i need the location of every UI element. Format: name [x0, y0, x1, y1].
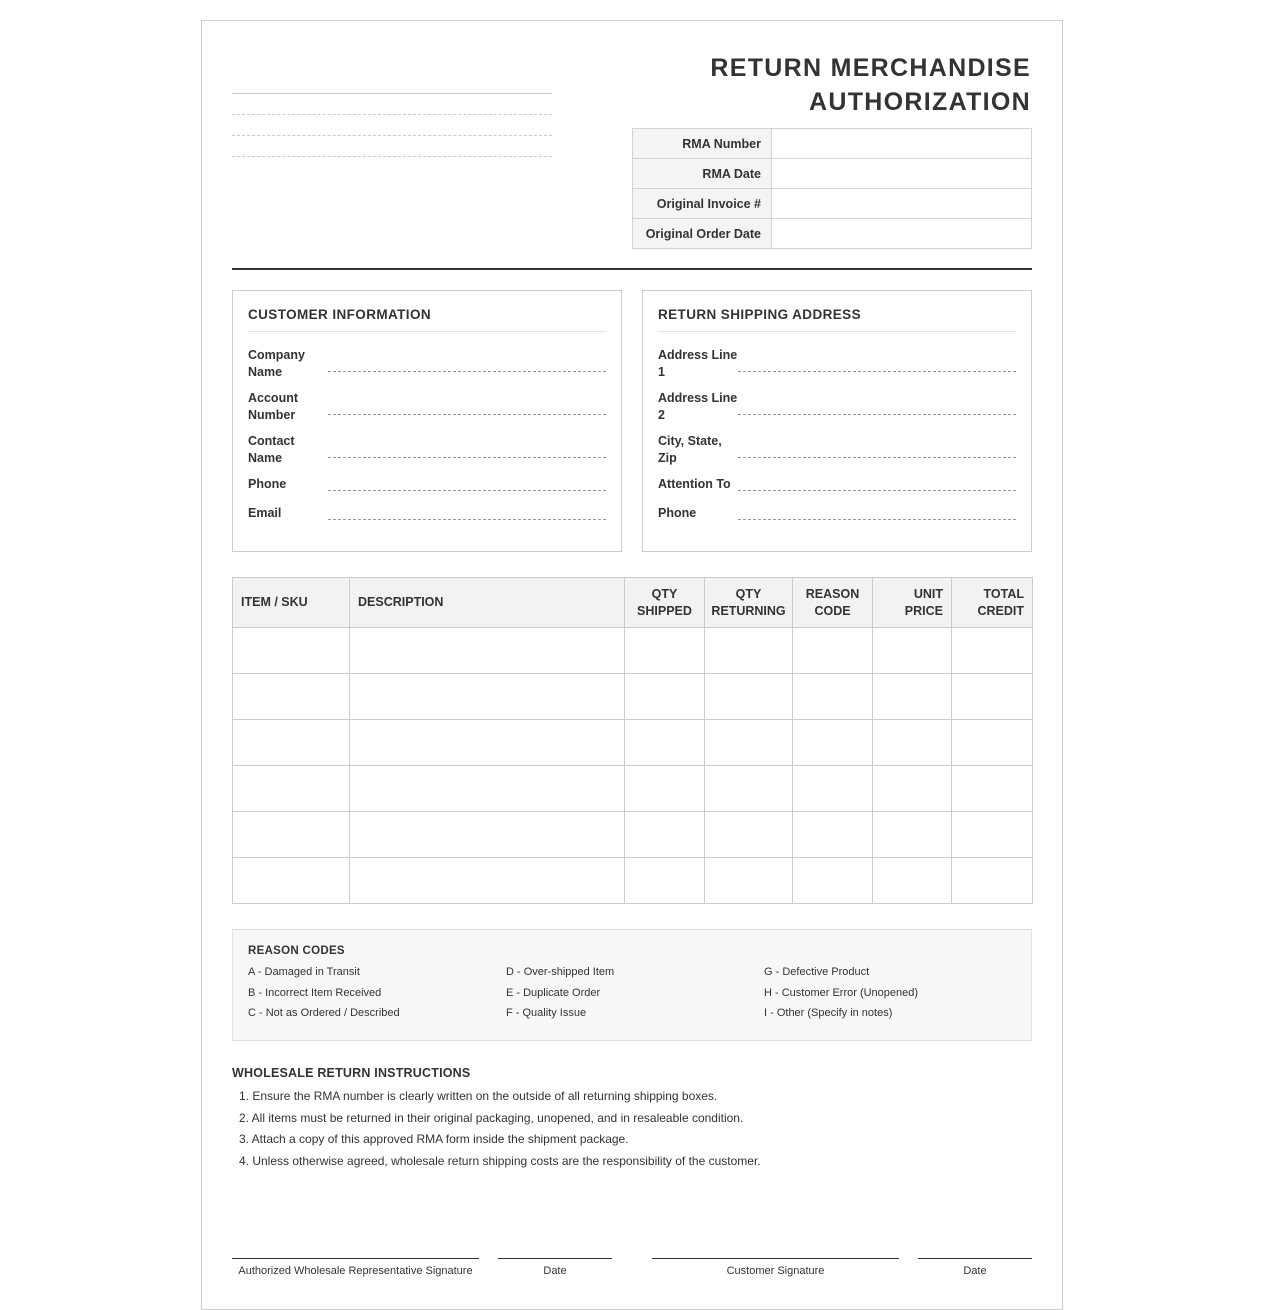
item-sku-cell[interactable]	[233, 674, 350, 720]
column-header-qty-returning: QTY RETURNING	[705, 578, 793, 628]
rma-number-field[interactable]	[772, 129, 1032, 159]
item-sku-cell[interactable]	[233, 858, 350, 904]
unit-price-cell[interactable]	[873, 628, 952, 674]
rma-date-label: RMA Date	[633, 159, 772, 189]
city-state-zip-row	[658, 433, 1016, 476]
address-line-1-label: Address Line 1	[658, 348, 738, 379]
reason-code-cell[interactable]	[793, 766, 873, 812]
unit-price-cell[interactable]	[873, 812, 952, 858]
address-line-2-field[interactable]	[738, 414, 1016, 415]
instruction-item: 1. Ensure the RMA number is clearly written on the outside of all returning shipping boxes.	[239, 1089, 718, 1103]
qty-shipped-cell[interactable]	[625, 858, 705, 904]
letterhead-line	[232, 136, 552, 157]
column-header-description: DESCRIPTION	[350, 578, 625, 628]
reason-code-cell[interactable]	[793, 858, 873, 904]
shipping-phone-label: Phone	[658, 506, 697, 520]
qty-returning-cell[interactable]	[705, 720, 793, 766]
description-cell[interactable]	[350, 628, 625, 674]
customer-phone-label: Phone	[248, 477, 287, 491]
letterhead-line	[232, 115, 552, 136]
reason-code-item: E - Duplicate Order	[506, 986, 601, 999]
table-row	[233, 720, 1033, 766]
qty-returning-cell[interactable]	[705, 812, 793, 858]
rma-meta-table	[632, 128, 1032, 249]
column-header-unit-price: UNIT PRICE	[873, 578, 952, 628]
attention-to-label: Attention To	[658, 477, 731, 491]
item-sku-cell[interactable]	[233, 812, 350, 858]
header-divider	[232, 268, 1032, 270]
column-header-total-credit: TOTAL CREDIT	[952, 578, 1033, 628]
reason-code-cell[interactable]	[793, 674, 873, 720]
description-cell[interactable]	[350, 674, 625, 720]
table-row	[233, 812, 1033, 858]
document-title	[611, 51, 1031, 119]
qty-shipped-cell[interactable]	[625, 628, 705, 674]
instruction-item: 2. All items must be returned in their original packaging, unopened, and in resaleable condition.	[239, 1110, 744, 1125]
qty-shipped-cell[interactable]	[625, 812, 705, 858]
contact-name-field[interactable]	[328, 457, 606, 458]
rma-date-field[interactable]	[772, 159, 1032, 189]
total-credit-cell[interactable]	[952, 858, 1033, 904]
title-line-1: RETURN MERCHANDISE	[710, 54, 1031, 82]
email-row	[248, 505, 606, 534]
address-line-1-field[interactable]	[738, 371, 1016, 372]
contact-name-row	[248, 433, 606, 476]
item-sku-cell[interactable]	[233, 766, 350, 812]
total-credit-cell[interactable]	[952, 766, 1033, 812]
item-sku-cell[interactable]	[233, 628, 350, 674]
instruction-item: 3. Attach a copy of this approved RMA form inside the shipment package.	[239, 1132, 629, 1147]
customer-information-title: CUSTOMER INFORMATION	[248, 291, 606, 332]
return-instructions	[232, 1066, 1032, 1176]
qty-returning-cell[interactable]	[705, 674, 793, 720]
original-order-date-label: Original Order Date	[633, 219, 772, 249]
table-row	[233, 858, 1033, 904]
unit-price-cell[interactable]	[873, 674, 952, 720]
city-state-zip-field[interactable]	[738, 457, 1016, 458]
reason-code-cell[interactable]	[793, 628, 873, 674]
unit-price-cell[interactable]	[873, 766, 952, 812]
column-header-item-sku: ITEM / SKU	[233, 578, 350, 628]
original-order-date-field[interactable]	[772, 219, 1032, 249]
account-number-row	[248, 390, 606, 433]
return-shipping-address-box	[642, 290, 1032, 552]
item-sku-cell[interactable]	[233, 720, 350, 766]
company-name-row	[248, 347, 606, 390]
total-credit-cell[interactable]	[952, 812, 1033, 858]
reason-code-item: A - Damaged in Transit	[248, 966, 360, 978]
description-cell[interactable]	[350, 812, 625, 858]
customer-date-line[interactable]: Date	[918, 1258, 1032, 1277]
instructions-list	[232, 1089, 1032, 1176]
company-name-field[interactable]	[328, 371, 606, 372]
description-cell[interactable]	[350, 720, 625, 766]
total-credit-cell[interactable]	[952, 674, 1033, 720]
column-header-qty-shipped: QTY SHIPPED	[625, 578, 705, 628]
original-invoice-label: Original Invoice #	[633, 189, 772, 219]
reason-code-item: G - Defective Product	[764, 966, 870, 978]
reason-code-item: I - Other (Specify in notes)	[764, 1007, 893, 1019]
letterhead-line	[232, 73, 552, 94]
contact-name-label: Contact Name	[248, 434, 295, 465]
items-table-header	[233, 578, 1033, 628]
email-field[interactable]	[328, 519, 606, 520]
reason-codes-box	[232, 929, 1032, 1041]
rep-signature-line[interactable]: Authorized Wholesale Representative Signature	[232, 1258, 479, 1277]
reason-codes-grid	[248, 966, 1016, 1024]
table-row	[233, 766, 1033, 812]
description-cell[interactable]	[350, 766, 625, 812]
attention-to-field[interactable]	[738, 490, 1016, 491]
customer-signature-line[interactable]: Customer Signature	[652, 1258, 899, 1277]
total-credit-cell[interactable]	[952, 720, 1033, 766]
return-items-table	[232, 577, 1033, 904]
company-name-label: Company Name	[248, 348, 305, 379]
customer-phone-row	[248, 476, 606, 505]
table-row	[233, 628, 1033, 674]
instruction-item: 4. Unless otherwise agreed, wholesale return shipping costs are the responsibility of the customer.	[239, 1154, 761, 1169]
email-label: Email	[248, 506, 282, 520]
address-line-2-row	[658, 390, 1016, 433]
return-shipping-address-title: RETURN SHIPPING ADDRESS	[658, 291, 1016, 332]
total-credit-cell[interactable]	[952, 628, 1033, 674]
company-letterhead-lines	[232, 73, 552, 157]
qty-shipped-cell[interactable]	[625, 674, 705, 720]
title-line-2: AUTHORIZATION	[809, 88, 1031, 116]
reason-code-cell[interactable]	[793, 812, 873, 858]
column-header-reason-code: REASON CODE	[793, 578, 873, 628]
customer-phone-field[interactable]	[328, 490, 606, 491]
original-invoice-field[interactable]	[772, 189, 1032, 219]
shipping-phone-field[interactable]	[738, 519, 1016, 520]
shipping-phone-row	[658, 505, 1016, 534]
unit-price-cell[interactable]	[873, 858, 952, 904]
letterhead-line	[232, 94, 552, 115]
rep-date-line[interactable]: Date	[498, 1258, 612, 1277]
address-line-2-label: Address Line 2	[658, 391, 738, 422]
reason-code-item: C - Not as Ordered / Described	[248, 1007, 400, 1019]
reason-code-item: B - Incorrect Item Received	[248, 986, 382, 999]
account-number-label: Account Number	[248, 391, 298, 422]
address-line-1-row	[658, 347, 1016, 390]
reason-code-item: F - Quality Issue	[506, 1007, 587, 1019]
table-row	[233, 674, 1033, 720]
unit-price-cell[interactable]	[873, 720, 952, 766]
customer-information-box	[232, 290, 622, 552]
rma-number-label: RMA Number	[633, 129, 772, 159]
reason-code-cell[interactable]	[793, 720, 873, 766]
reason-codes-title: REASON CODES	[248, 945, 345, 957]
attention-to-row	[658, 476, 1016, 505]
qty-returning-cell[interactable]	[705, 766, 793, 812]
description-cell[interactable]	[350, 858, 625, 904]
account-number-field[interactable]	[328, 414, 606, 415]
qty-shipped-cell[interactable]	[625, 720, 705, 766]
rma-form-page	[201, 20, 1063, 1310]
reason-code-item: D - Over-shipped Item	[506, 966, 615, 978]
qty-shipped-cell[interactable]	[625, 766, 705, 812]
reason-code-item: H - Customer Error (Unopened)	[764, 986, 919, 999]
qty-returning-cell[interactable]	[705, 628, 793, 674]
city-state-zip-label: City, State, Zip	[658, 434, 722, 465]
instructions-title: WHOLESALE RETURN INSTRUCTIONS	[232, 1066, 471, 1080]
qty-returning-cell[interactable]	[705, 858, 793, 904]
